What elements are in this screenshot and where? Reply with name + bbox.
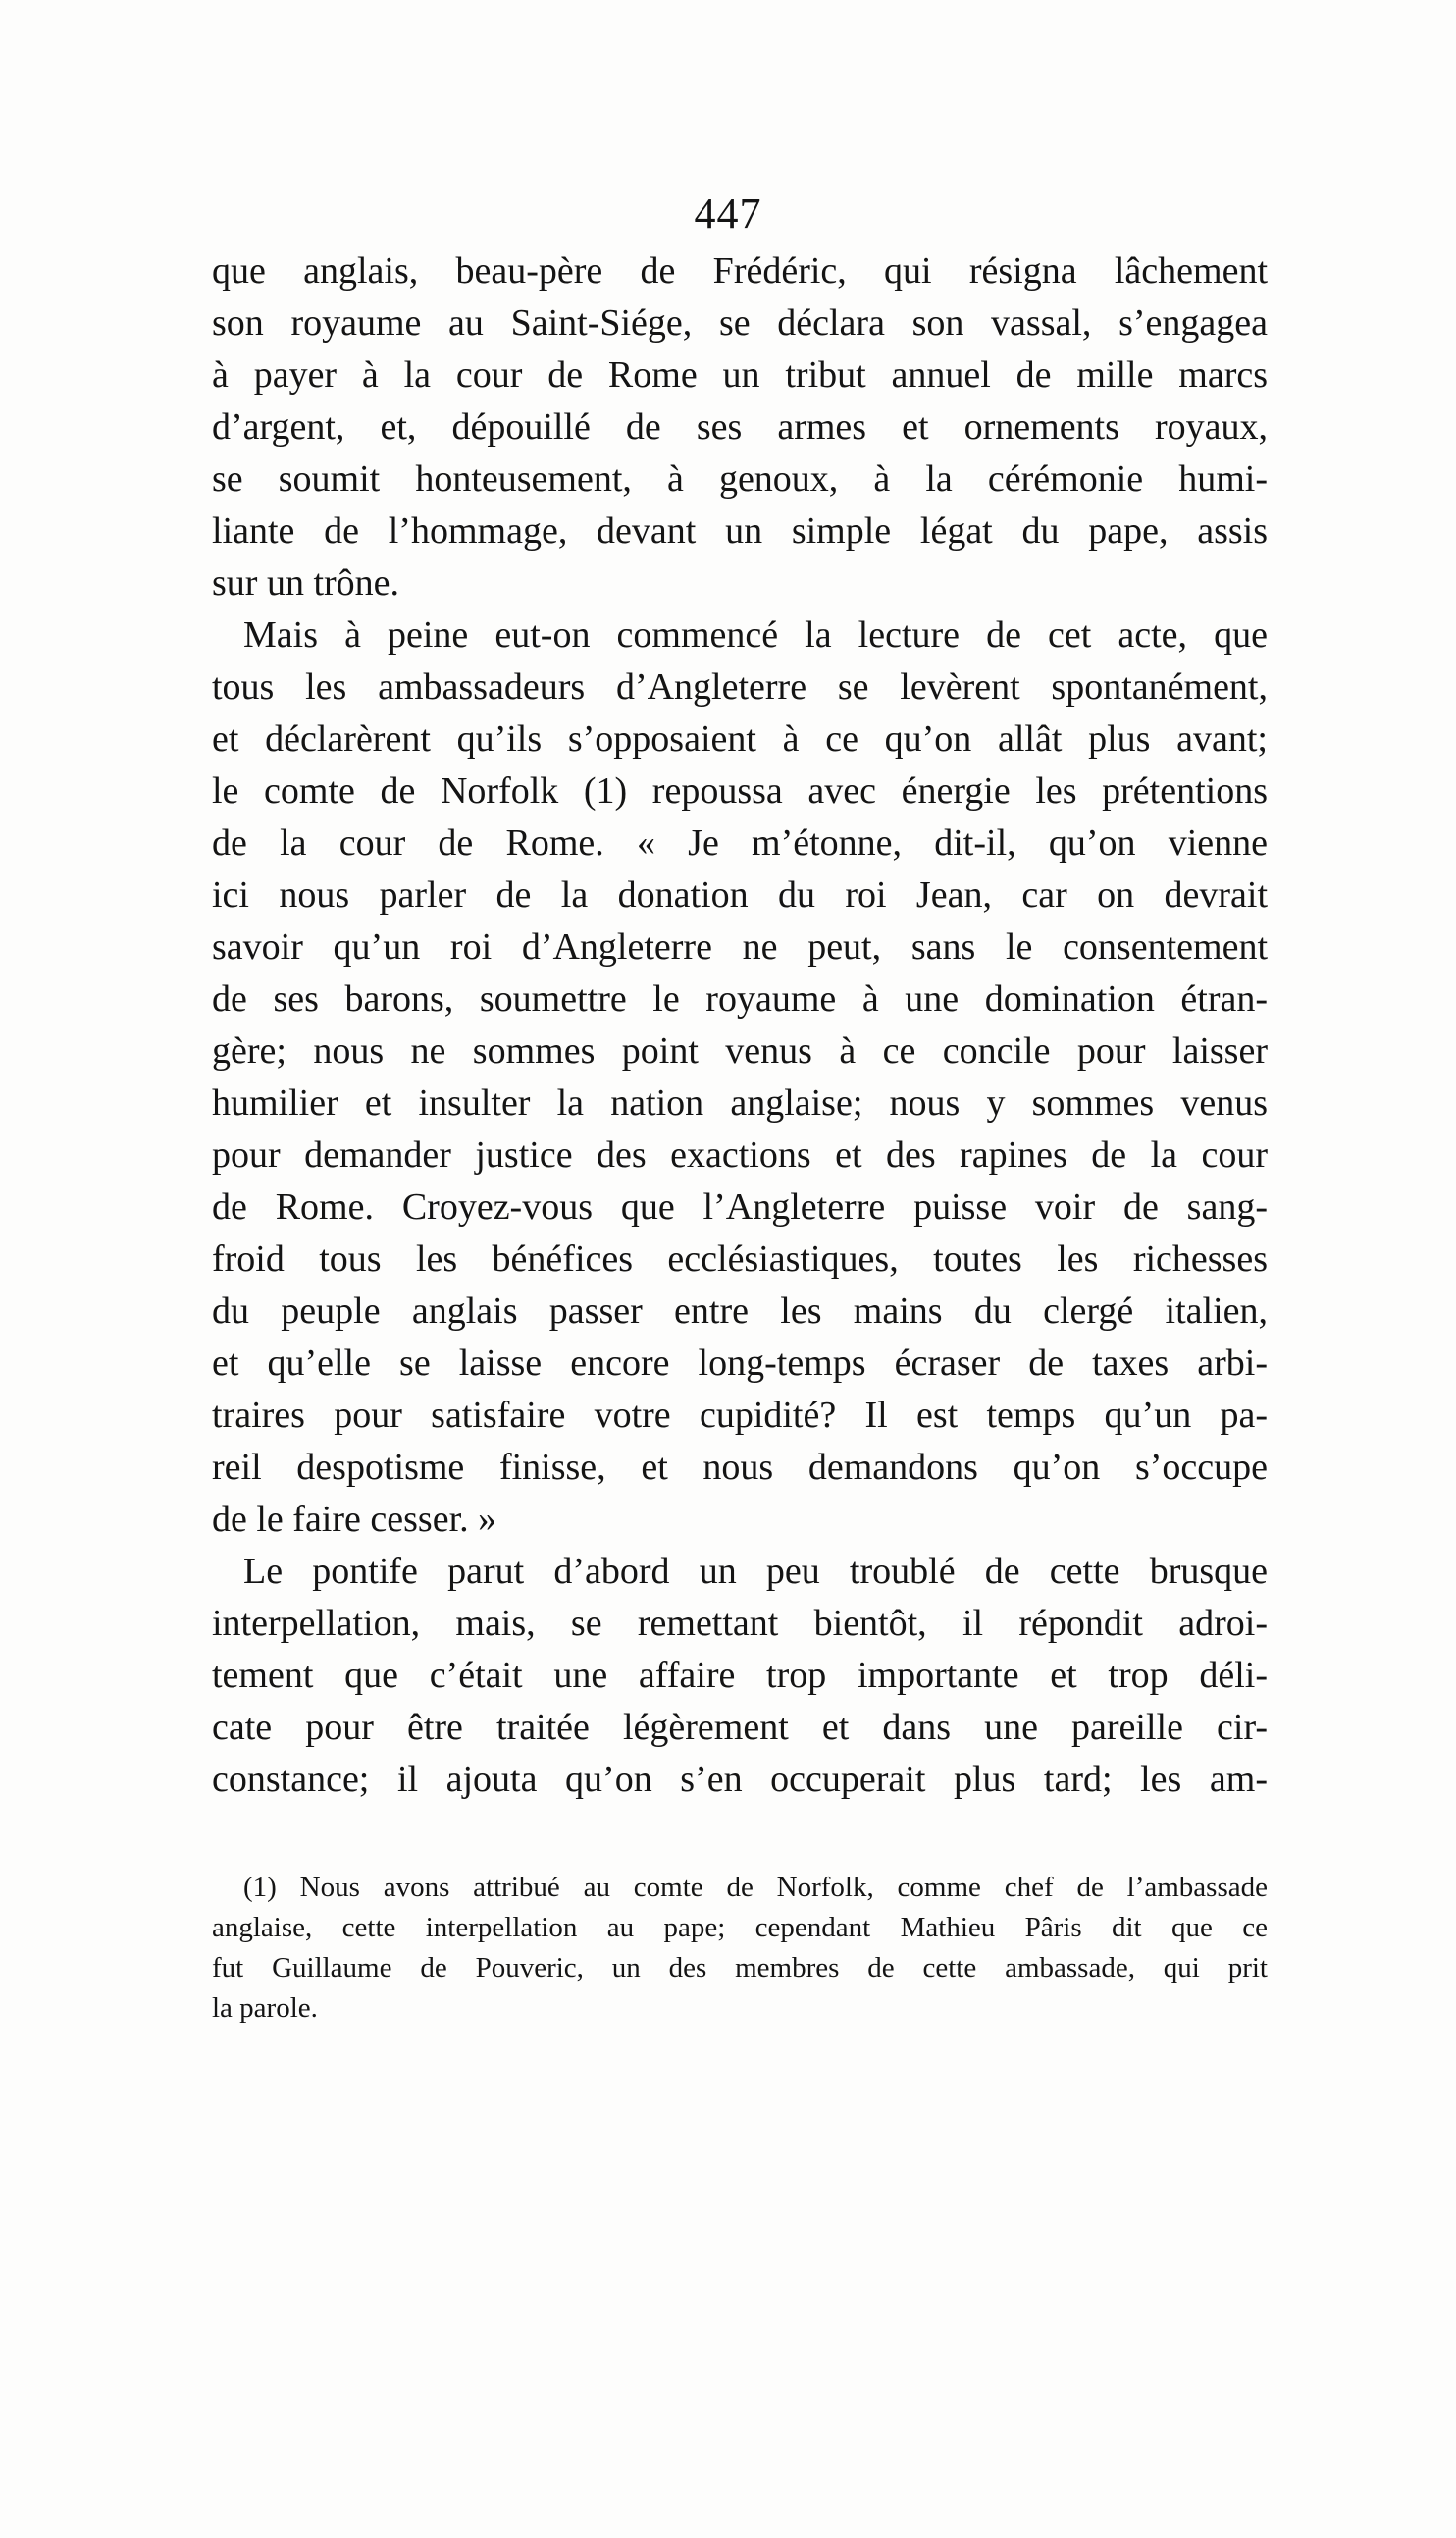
text-line: tous les ambassadeurs d’Angleterre se levèrent spontanément, xyxy=(212,666,1268,708)
text-line: de le faire cesser. » xyxy=(212,1499,497,1540)
text-line: du peuple anglais passer entre les mains du clergé italien, xyxy=(212,1291,1268,1332)
text-line: tement que c’était une affaire trop importante et trop déli- xyxy=(212,1655,1268,1696)
footnote xyxy=(212,1868,1268,2029)
text-line: froid tous les bénéfices ecclésiastiques, toutes les richesses xyxy=(212,1239,1268,1280)
text-line: de Rome. Croyez-vous que l’Angleterre puisse voir de sang- xyxy=(212,1187,1268,1228)
text-line: savoir qu’un roi d’Angleterre ne peut, sans le consentement xyxy=(212,926,1268,968)
text-line: son royaume au Saint-Siége, se déclara son vassal, s’engagea xyxy=(212,302,1268,344)
paragraph-start-line: Mais à peine eut-on commencé la lecture de cet acte, que xyxy=(243,614,1268,656)
text-line: sur un trône. xyxy=(212,562,400,604)
text-line: gère; nous ne sommes point venus à ce concile pour laisser xyxy=(212,1031,1268,1072)
text-line: que anglais, beau-père de Frédéric, qui résigna lâchement xyxy=(212,250,1268,291)
text-line: et qu’elle se laisse encore long-temps écraser de taxes arbi- xyxy=(212,1343,1268,1384)
text-line: de la cour de Rome. « Je m’étonne, dit-il, qu’on vienne xyxy=(212,822,1268,864)
paragraph-start-line: Le pontife parut d’abord un peu troublé de cette brusque xyxy=(243,1551,1268,1592)
text-line: reil despotisme finisse, et nous demandons qu’on s’occupe xyxy=(212,1447,1268,1488)
footnote-line: fut Guillaume de Pouveric, un des membres de cette ambassade, qui prit xyxy=(212,1952,1268,1983)
main-text xyxy=(212,245,1268,1806)
text-line: de ses barons, soumettre le royaume à une domination étran- xyxy=(212,978,1268,1020)
footnote-line: (1) Nous avons attribué au comte de Norfolk, comme chef de l’ambassade xyxy=(243,1872,1268,1903)
text-line: liante de l’hommage, devant un simple légat du pape, assis xyxy=(212,510,1268,552)
text-line: le comte de Norfolk (1) repoussa avec énergie les prétentions xyxy=(212,770,1268,812)
text-line: et déclarèrent qu’ils s’opposaient à ce qu’on allât plus avant; xyxy=(212,718,1268,760)
text-line: traires pour satisfaire votre cupidité? Il est temps qu’un pa- xyxy=(212,1395,1268,1436)
text-line: d’argent, et, dépouillé de ses armes et ornements royaux, xyxy=(212,406,1268,448)
text-line: interpellation, mais, se remettant bientôt, il répondit adroi- xyxy=(212,1603,1268,1644)
footnote-line: anglaise, cette interpellation au pape; cependant Mathieu Pâris dit que ce xyxy=(212,1912,1268,1943)
text-line: humilier et insulter la nation anglaise; nous y sommes venus xyxy=(212,1083,1268,1124)
text-line: constance; il ajouta qu’on s’en occuperait plus tard; les am- xyxy=(212,1759,1268,1800)
text-line: pour demander justice des exactions et des rapines de la cour xyxy=(212,1135,1268,1176)
page-number: 447 xyxy=(694,189,762,238)
text-line: ici nous parler de la donation du roi Jean, car on devrait xyxy=(212,874,1268,916)
text-line: à payer à la cour de Rome un tribut annuel de mille marcs xyxy=(212,354,1268,396)
text-line: cate pour être traitée légèrement et dans une pareille cir- xyxy=(212,1707,1268,1748)
footnote-line: la parole. xyxy=(212,1992,318,2024)
text-line: se soumit honteusement, à genoux, à la cérémonie humi- xyxy=(212,458,1268,500)
